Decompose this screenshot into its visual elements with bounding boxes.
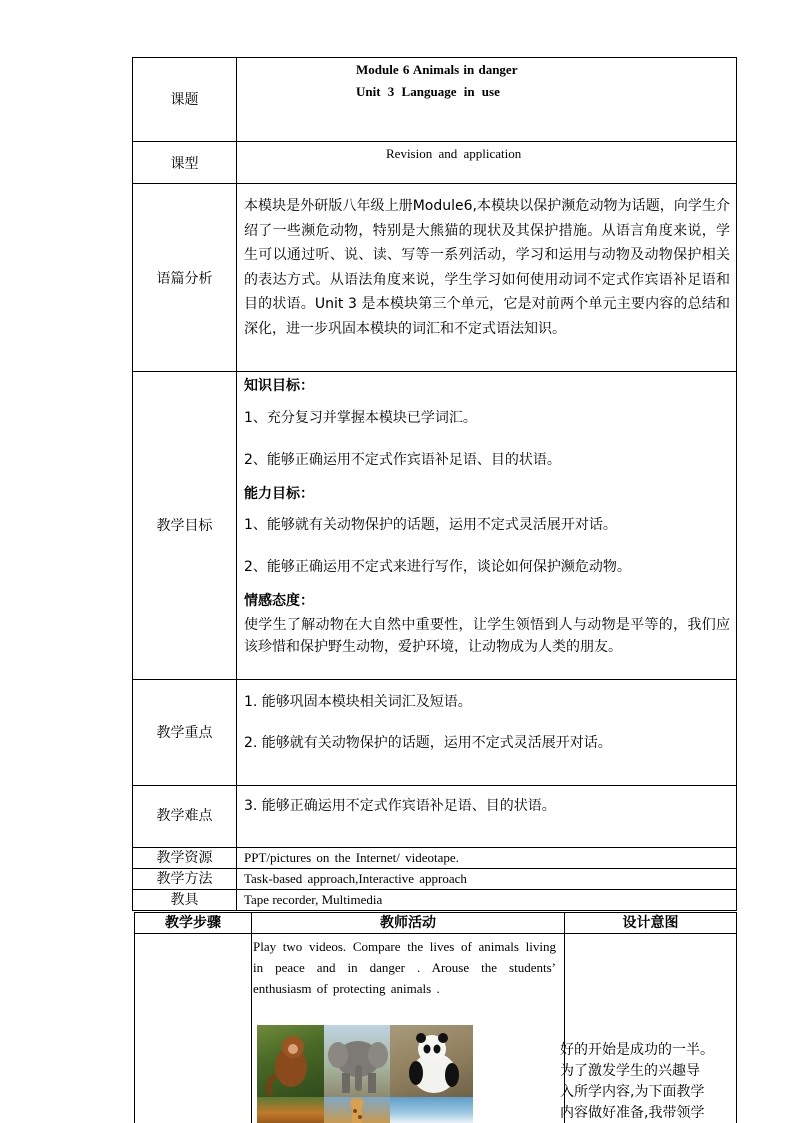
giraffe-photo: [324, 1097, 390, 1123]
steps-header-design: 设计意图: [622, 915, 679, 931]
topic-line-2: Unit 3 Language in use: [356, 84, 500, 99]
steps-border-top: [134, 912, 737, 913]
steps-header-teacher: 教师活动: [380, 915, 436, 931]
table-border-right: [736, 57, 737, 911]
design-line: 好的开始是成功的一半。: [560, 1042, 714, 1058]
table-border-top: [132, 57, 737, 58]
steps-header-step: 教学步骤: [165, 915, 221, 931]
row-divider: [132, 679, 737, 680]
emotion-title: 情感态度：: [244, 593, 314, 609]
knowledge-title: 知识目标：: [244, 378, 314, 394]
emotion-text: 使学生了解动物在大自然中重要性，让学生领悟到人与动物是平等的，我们应该珍惜和保护野生动物，爱护环境，让动物成为人类的朋友。: [244, 617, 730, 655]
difficult-point-1: 3. 能够正确运用不定式作宾语补足语、目的状语。: [244, 798, 556, 814]
row-divider: [132, 868, 737, 869]
design-line: 入所学内容,为下面教学: [560, 1084, 705, 1100]
key-points-label: 教学重点: [156, 725, 213, 741]
resources-label: 教学资源: [156, 850, 213, 866]
topic-line-1: Module 6 Animals in danger: [356, 62, 518, 77]
methods-value: Task-based approach,Interactive approach: [244, 871, 467, 886]
design-intent-text: [560, 1040, 736, 1123]
table-border-left: [132, 57, 133, 911]
ability-title: 能力目标：: [244, 486, 314, 502]
steps-divider-1: [251, 912, 252, 1123]
teacher-activity-text: Play two videos. Compare the lives of animals living in peace and in danger . Arouse the students’ enthusiasm of protecting animals .: [253, 939, 556, 996]
design-line: 为了激发学生的兴趣导: [560, 1063, 700, 1079]
resources-value: PPT/pictures on the Internet/ videotape.: [244, 850, 459, 865]
knowledge-item-2: 2、能够正确运用不定式作宾语补足语、目的状语。: [244, 452, 561, 468]
row-divider: [132, 371, 737, 372]
elephant-photo: [324, 1025, 390, 1097]
methods-label: 教学方法: [156, 871, 213, 887]
row-divider: [132, 183, 737, 184]
monkey-photo: [257, 1025, 324, 1097]
row-divider: [132, 910, 737, 911]
row-divider: [132, 785, 737, 786]
steps-header-divider: [134, 933, 737, 934]
tools-label: 教具: [170, 892, 199, 908]
design-line: 内容做好准备,我带领学: [560, 1105, 705, 1121]
polar-bear-photo: [390, 1097, 473, 1123]
objectives-label: 教学目标: [156, 518, 213, 534]
table-column-divider: [236, 57, 237, 911]
tiger-photo: [257, 1097, 324, 1123]
row-divider: [132, 847, 737, 848]
key-point-2: 2. 能够就有关动物保护的话题，运用不定式灵活展开对话。: [244, 735, 612, 751]
type-value: Revision and application: [386, 146, 522, 161]
key-point-1: 1. 能够巩固本模块相关词汇及短语。: [244, 694, 472, 710]
knowledge-item-1: 1、充分复习并掌握本模块已学词汇。: [244, 410, 477, 426]
difficult-points-label: 教学难点: [156, 808, 213, 824]
steps-border-right: [736, 912, 737, 1123]
panda-photo: [390, 1025, 473, 1097]
row-divider: [132, 889, 737, 890]
ability-item-1: 1、能够就有关动物保护的话题，运用不定式灵活展开对话。: [244, 517, 617, 533]
ability-item-2: 2、能够正确运用不定式来进行写作，谈论如何保护濒危动物。: [244, 559, 631, 575]
tools-value: Tape recorder, Multimedia: [244, 892, 383, 907]
row-divider: [132, 141, 737, 142]
topic-label: 课题: [170, 92, 199, 108]
analysis-text: 本模块是外研版八年级上册Module6,本模块以保护濒危动物为话题，向学生介绍了一些濒危动物，特别是大熊猫的现状及其保护措施。从语言角度来说，学生可以通过听、说、读、写等一系列活动，学习和运用与动物及动物保护相关的表达方式。从语法角度来说，学生学习如何使用动词不定式作宾语补足语和目的状语。Unit 3 是本模块第三个单元，它是对前两个单元主要内容的总结和深化，进一步巩固本模块的词汇和不定式语法知识。: [244, 198, 730, 337]
type-label: 课型: [170, 156, 199, 172]
steps-border-left: [134, 912, 135, 1123]
analysis-label: 语篇分析: [156, 271, 213, 287]
